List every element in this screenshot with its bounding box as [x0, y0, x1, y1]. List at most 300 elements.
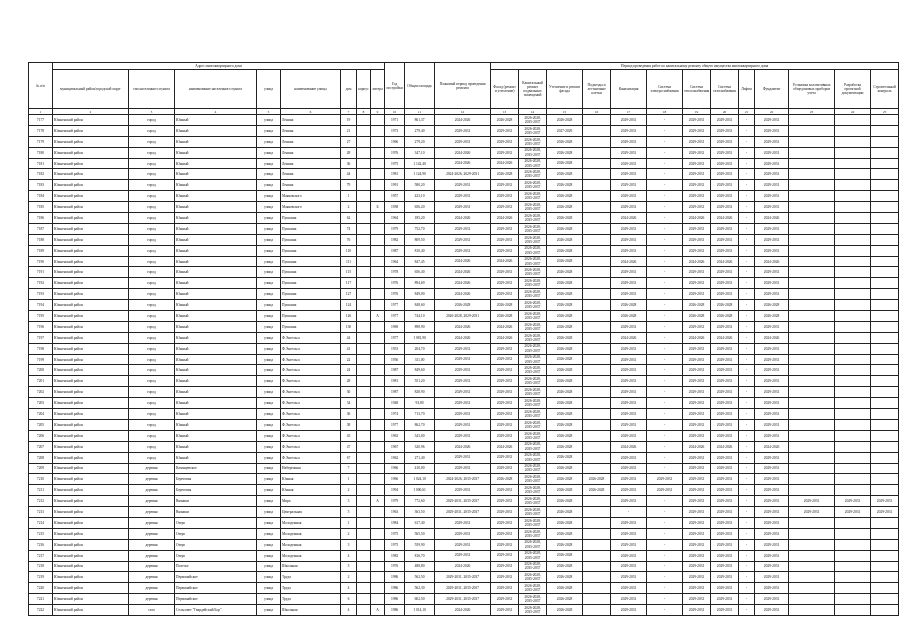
cell-g: 2026-2028 — [711, 300, 739, 311]
cell-year: 1976 — [385, 289, 405, 300]
cell-street: Ф.Энгельса — [281, 409, 341, 420]
cell-k — [357, 441, 371, 452]
cell-type: город — [129, 147, 175, 158]
cell-year: 1986 — [385, 572, 405, 583]
cell-st: улица — [257, 365, 281, 376]
cell-e: - — [647, 278, 683, 289]
cell-lit — [371, 365, 385, 376]
cell-p — [583, 343, 611, 354]
cell-st: улица — [257, 474, 281, 485]
cell-year: 1966 — [385, 463, 405, 474]
col-number: 7 — [341, 109, 357, 115]
cell-plan: 2029-2031 — [435, 376, 491, 387]
cell-u: 2026-2028 — [547, 300, 583, 311]
cell-area: 1 000,61 — [405, 485, 435, 496]
cell-year: 1977 — [385, 300, 405, 311]
cell-k — [357, 583, 371, 594]
cell-e: - — [647, 267, 683, 278]
cell-k — [357, 147, 371, 158]
table-row — [29, 561, 899, 572]
cell-pd — [835, 474, 871, 485]
cell-year: 1971 — [385, 115, 405, 126]
cell-t: 2029-2031 — [683, 245, 711, 256]
cell-fd: 2029-2031 — [755, 115, 789, 126]
cell-id: 7191 — [29, 267, 53, 278]
cell-u: 2026-2028 — [547, 430, 583, 441]
cell-pd — [835, 430, 871, 441]
cell-h: 126 — [341, 311, 357, 322]
cell-type: деревня — [129, 485, 175, 496]
cell-e: - — [647, 343, 683, 354]
cell-st: улица — [257, 528, 281, 539]
cell-e: - — [647, 223, 683, 234]
cell-st: улица — [257, 147, 281, 158]
cell-town: Казанцевское — [175, 463, 257, 474]
cell-type: город — [129, 441, 175, 452]
cell-f: 2029-2031 — [491, 180, 519, 191]
cell-lit — [371, 409, 385, 420]
cell-plan: 2029-2031 — [435, 365, 491, 376]
cell-st: улица — [257, 550, 281, 561]
cell-town: Береговая — [175, 485, 257, 496]
cell-year: 1958 — [385, 202, 405, 213]
cell-pd — [835, 343, 871, 354]
cell-plan: 2024-2026 — [435, 441, 491, 452]
cell-pr — [789, 561, 835, 572]
cell-b: 2026-2028, 2035-2037 — [519, 202, 547, 213]
col-header: № п/п — [29, 63, 53, 109]
cell-p — [583, 507, 611, 518]
cell-fd: 2029-2031 — [755, 245, 789, 256]
cell-e: - — [647, 550, 683, 561]
cell-f: 2029-2031 — [491, 398, 519, 409]
col-header: Подъезды и лестничные клетки — [583, 70, 611, 109]
cell-pd — [835, 398, 871, 409]
cell-street: Молодежная — [281, 528, 341, 539]
table-row — [29, 365, 899, 376]
cell-st: улица — [257, 278, 281, 289]
cell-u: 2026-2028 — [547, 409, 583, 420]
cell-town: Южный — [175, 180, 257, 191]
cell-sc — [871, 485, 899, 496]
cell-k — [357, 332, 371, 343]
cell-u: 2026-2028 — [547, 463, 583, 474]
cell-g: 2029-2031 — [711, 452, 739, 463]
cell-st: улица — [257, 234, 281, 245]
cell-year: 1976 — [385, 561, 405, 572]
cell-g: 2029-2031 — [711, 115, 739, 126]
cell-id: 7202 — [29, 387, 53, 398]
cell-town: Южный — [175, 387, 257, 398]
cell-h: 115 — [341, 267, 357, 278]
table-row — [29, 507, 899, 518]
cell-plan: 2029-2031 — [435, 343, 491, 354]
cell-sc: 2029-2031 — [871, 496, 899, 507]
cell-fd: 2029-2031 — [755, 539, 789, 550]
cell-h: 19 — [341, 115, 357, 126]
cell-e: - — [647, 147, 683, 158]
table-row — [29, 300, 899, 311]
cell-p — [583, 594, 611, 605]
col-number: 16 — [583, 109, 611, 115]
cell-h: 2 — [341, 572, 357, 583]
cell-fd: 2029-2031 — [755, 398, 789, 409]
cell-u: 2026-2028 — [547, 507, 583, 518]
cell-plan: 2029-2031 — [435, 125, 491, 136]
cell-b: 2026-2028, 2035-2037 — [519, 115, 547, 126]
cell-k — [357, 485, 371, 496]
cell-id: 7188 — [29, 234, 53, 245]
cell-k — [357, 256, 371, 267]
cell-h: 1 — [341, 517, 357, 528]
cell-sc — [871, 419, 899, 430]
cell-plan: 2024-2026 — [435, 158, 491, 169]
cell-u: 2026-2028 — [547, 561, 583, 572]
cell-e: - — [647, 605, 683, 616]
cell-pd — [835, 517, 871, 528]
cell-e: - — [647, 583, 683, 594]
cell-k — [357, 180, 371, 191]
cell-town: Южный — [175, 376, 257, 387]
cell-sc — [871, 136, 899, 147]
cell-h: 27 — [341, 136, 357, 147]
cell-type: деревня — [129, 539, 175, 550]
cell-town: Озеро — [175, 517, 257, 528]
cell-pd — [835, 485, 871, 496]
cell-fd: 2026-2028 — [755, 300, 789, 311]
cell-fd: 2029-2031 — [755, 528, 789, 539]
cell-st: улица — [257, 289, 281, 300]
cell-type: город — [129, 256, 175, 267]
cell-u: 2026-2028 — [547, 332, 583, 343]
cell-fd: 2029-2031 — [755, 343, 789, 354]
cell-lit — [371, 572, 385, 583]
cell-sc — [871, 267, 899, 278]
cell-f: 2026-2028 — [491, 115, 519, 126]
cell-u: 2026-2028 — [547, 169, 583, 180]
cell-k — [357, 561, 371, 572]
col-number: 18 — [647, 109, 683, 115]
cell-dist: Южненский район — [53, 180, 129, 191]
cell-lf: - — [739, 234, 755, 245]
cell-pd — [835, 245, 871, 256]
cell-t: 2024-2026 — [683, 213, 711, 224]
cell-area: 279,20 — [405, 136, 435, 147]
cell-b: 2026-2028, 2035-2037 — [519, 452, 547, 463]
cell-f: 2029-2031 — [491, 517, 519, 528]
cell-pd — [835, 202, 871, 213]
cell-plan: 2029-2031 — [435, 452, 491, 463]
cell-lit — [371, 539, 385, 550]
cell-g: 2029-2031 — [711, 136, 739, 147]
cell-h: 44 — [341, 332, 357, 343]
cell-e: - — [647, 321, 683, 332]
cell-id: 7196 — [29, 321, 53, 332]
cell-fd: 2029-2031 — [755, 278, 789, 289]
cell-u: 2026-2028 — [547, 191, 583, 202]
table-row — [29, 496, 899, 507]
cell-year: 1975 — [385, 158, 405, 169]
cell-year: 1977 — [385, 311, 405, 322]
cell-k — [357, 550, 371, 561]
cell-street: Молодежная — [281, 517, 341, 528]
cell-st: улица — [257, 311, 281, 322]
cell-sc — [871, 234, 899, 245]
cell-fd: 2029-2031 — [755, 223, 789, 234]
cell-id: 7193 — [29, 289, 53, 300]
cell-lf: - — [739, 507, 755, 518]
cell-k — [357, 605, 371, 616]
cell-g: 2029-2031 — [711, 321, 739, 332]
cell-dist: Южненский район — [53, 300, 129, 311]
cell-plan: 2029-2031, 2035-2037 — [435, 496, 491, 507]
cell-street: Мира — [281, 496, 341, 507]
cell-sc — [871, 311, 899, 322]
cell-st: улица — [257, 115, 281, 126]
cell-lf: - — [739, 528, 755, 539]
cell-id: 7199 — [29, 354, 53, 365]
cell-id: 7203 — [29, 398, 53, 409]
cell-st: улица — [257, 125, 281, 136]
cell-town: Южный — [175, 213, 257, 224]
cell-pd: 2029-2031 — [835, 496, 871, 507]
cell-lf: - — [739, 300, 755, 311]
cell-street: Школьная — [281, 561, 341, 572]
cell-dist: Южненский район — [53, 409, 129, 420]
cell-lf: - — [739, 115, 755, 126]
cell-lf: - — [739, 256, 755, 267]
cell-town: Южный — [175, 278, 257, 289]
cell-pd — [835, 452, 871, 463]
cell-b: 2026-2028, 2035-2037 — [519, 485, 547, 496]
cell-fd: 2029-2031 — [755, 572, 789, 583]
cell-st: улица — [257, 496, 281, 507]
cell-h: 117 — [341, 278, 357, 289]
table-row — [29, 321, 899, 332]
cell-lit — [371, 550, 385, 561]
table-row — [29, 419, 899, 430]
cell-pr — [789, 441, 835, 452]
cell-lf: - — [739, 594, 755, 605]
cell-plan: 2024-2026 — [435, 256, 491, 267]
cell-street: Ленина — [281, 180, 341, 191]
cell-plan: 2029-2031, 2035-2037 — [435, 594, 491, 605]
cell-fd: 2029-2031 — [755, 605, 789, 616]
cell-st: улица — [257, 245, 281, 256]
cell-pr — [789, 387, 835, 398]
cell-g: 2026-2028 — [711, 311, 739, 322]
cell-pr — [789, 474, 835, 485]
col-header: Год постройки — [385, 63, 405, 109]
cell-type: город — [129, 136, 175, 147]
cell-c: 2024-2026 — [611, 332, 647, 343]
cell-t: 2029-2031 — [683, 223, 711, 234]
cell-type: город — [129, 202, 175, 213]
cell-plan: 2024-2026 — [435, 278, 491, 289]
cell-town: Южный — [175, 202, 257, 213]
cell-u: 2026-2028 — [547, 343, 583, 354]
cell-g: 2029-2031 — [711, 158, 739, 169]
cell-g: 2029-2031 — [711, 409, 739, 420]
cell-f: 2026-2028 — [491, 474, 519, 485]
cell-b: 2026-2028, 2035-2037 — [519, 441, 547, 452]
cell-pr — [789, 191, 835, 202]
table-row — [29, 441, 899, 452]
cell-u: 2026-2028 — [547, 528, 583, 539]
cell-st: улица — [257, 354, 281, 365]
cell-area: 744,10 — [405, 311, 435, 322]
cell-fd: 2029-2031 — [755, 594, 789, 605]
cell-p — [583, 539, 611, 550]
cell-u: 2026-2028 — [547, 583, 583, 594]
cell-plan: 2029-2031 — [435, 409, 491, 420]
cell-h: 22 — [341, 354, 357, 365]
cell-area: 1 124,90 — [405, 169, 435, 180]
col-number: 17 — [611, 109, 647, 115]
cell-pr — [789, 539, 835, 550]
cell-g: 2029-2031 — [711, 583, 739, 594]
table-row — [29, 409, 899, 420]
cell-u: 2026-2028 — [547, 387, 583, 398]
cell-sc — [871, 365, 899, 376]
table-row — [29, 267, 899, 278]
cell-dist: Южненский район — [53, 332, 129, 343]
cell-g: 2029-2031 — [711, 354, 739, 365]
cell-t: 2029-2031 — [683, 474, 711, 485]
cell-b: 2026-2028, 2035-2037 — [519, 245, 547, 256]
col-number: 22 — [755, 109, 789, 115]
cell-dist: Южненский район — [53, 278, 129, 289]
cell-g: 2029-2031 — [711, 191, 739, 202]
cell-k — [357, 321, 371, 332]
cell-plan: 2029-2031 — [435, 398, 491, 409]
cell-h: 6 — [341, 594, 357, 605]
cell-sc — [871, 441, 899, 452]
cell-pd — [835, 191, 871, 202]
cell-st: улица — [257, 256, 281, 267]
cell-dist: Южненский район — [53, 496, 129, 507]
cell-sc — [871, 125, 899, 136]
cell-c: 2029-2031 — [611, 485, 647, 496]
cell-year: 1973 — [385, 125, 405, 136]
cell-pd — [835, 409, 871, 420]
cell-t: 2029-2031 — [683, 561, 711, 572]
col-header: Фасад (ремонт и утепление) — [491, 70, 519, 109]
cell-u: 2026-2028 — [547, 213, 583, 224]
cell-sc — [871, 180, 899, 191]
cell-h: 38 — [341, 419, 357, 430]
cell-lit — [371, 583, 385, 594]
cell-c: 2029-2031 — [611, 321, 647, 332]
cell-street: Пушкина — [281, 278, 341, 289]
cell-p — [583, 278, 611, 289]
cell-g: 2029-2031 — [711, 485, 739, 496]
cell-pr — [789, 125, 835, 136]
cell-p — [583, 180, 611, 191]
cell-t: 2029-2031 — [683, 572, 711, 583]
cell-lf: - — [739, 517, 755, 528]
cell-year: 1966 — [385, 474, 405, 485]
cell-g: 2029-2031 — [711, 202, 739, 213]
cell-t: 2024-2026 — [683, 441, 711, 452]
cell-plan: 2029-2031 — [435, 550, 491, 561]
cell-st: улица — [257, 213, 281, 224]
cell-plan: 2026-2028, 2029-2031 — [435, 311, 491, 322]
col-number: 11 — [405, 109, 435, 115]
cell-sc — [871, 300, 899, 311]
cell-f: 2024-2026 — [491, 158, 519, 169]
cell-area: 488,80 — [405, 561, 435, 572]
cell-sc — [871, 572, 899, 583]
cell-b: 2026-2028, 2035-2037 — [519, 191, 547, 202]
cell-k — [357, 125, 371, 136]
cell-p: 2026-2028 — [583, 485, 611, 496]
cell-street: Ленина — [281, 115, 341, 126]
cell-street: Труда — [281, 572, 341, 583]
cell-st: улица — [257, 300, 281, 311]
cell-g: 2029-2031 — [711, 550, 739, 561]
cell-k — [357, 572, 371, 583]
cell-type: город — [129, 180, 175, 191]
cell-u: 2026-2028 — [547, 354, 583, 365]
cell-pd — [835, 115, 871, 126]
cell-lit — [371, 507, 385, 518]
cell-e: - — [647, 365, 683, 376]
cell-fd: 2029-2031 — [755, 365, 789, 376]
col-header: Капитальный ремонт подвальных помещений — [519, 70, 547, 109]
cell-sc — [871, 463, 899, 474]
cell-street: Пушкина — [281, 289, 341, 300]
col-number: 20 — [711, 109, 739, 115]
cell-id: 7192 — [29, 278, 53, 289]
cell-h: 5 — [341, 507, 357, 518]
cell-lit — [371, 180, 385, 191]
cell-k — [357, 289, 371, 300]
cell-f: 2029-2031 — [491, 550, 519, 561]
cell-g: 2029-2031 — [711, 474, 739, 485]
cell-st: улица — [257, 409, 281, 420]
cell-sc — [871, 409, 899, 420]
cell-g: 2029-2031 — [711, 594, 739, 605]
cell-id: 7197 — [29, 332, 53, 343]
cell-type: город — [129, 245, 175, 256]
cell-lf: - — [739, 202, 755, 213]
cell-c: 2024-2026 — [611, 441, 647, 452]
cell-b: 2026-2028, 2035-2037 — [519, 398, 547, 409]
cell-type: город — [129, 398, 175, 409]
cell-g: 2029-2031 — [711, 180, 739, 191]
col-header: литера — [371, 70, 385, 109]
cell-town: Южный — [175, 169, 257, 180]
cell-pd — [835, 278, 871, 289]
cell-f: 2024-2026 — [491, 441, 519, 452]
cell-g: 2029-2031 — [711, 125, 739, 136]
cell-id: 7221 — [29, 594, 53, 605]
cell-st: улица — [257, 594, 281, 605]
table-row — [29, 289, 899, 300]
cell-e: - — [647, 463, 683, 474]
cell-k — [357, 517, 371, 528]
cell-u: 2026-2028 — [547, 452, 583, 463]
cell-st: улица — [257, 343, 281, 354]
cell-plan: 2024-2026, 2035-2037 — [435, 474, 491, 485]
cell-fd: 2029-2031 — [755, 550, 789, 561]
cell-pd — [835, 311, 871, 322]
cell-pr — [789, 354, 835, 365]
cell-dist: Южненский район — [53, 191, 129, 202]
cell-e: - — [647, 213, 683, 224]
cell-c: 2029-2031 — [611, 278, 647, 289]
